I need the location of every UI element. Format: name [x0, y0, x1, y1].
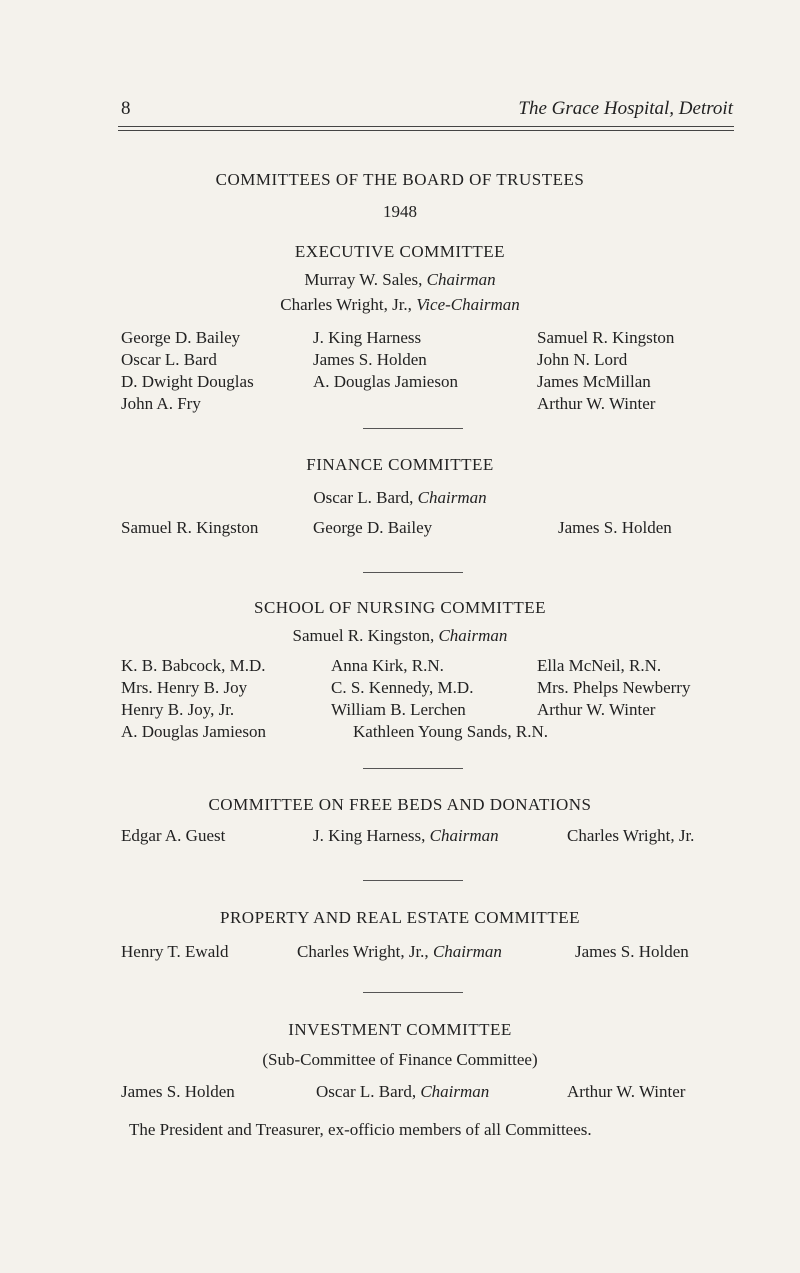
property-title: PROPERTY AND REAL ESTATE COMMITTEE [220, 908, 580, 927]
finance-chairman [0, 488, 800, 508]
executive-chairman [0, 270, 800, 290]
property-member: Henry T. Ewald [121, 942, 229, 961]
finance-chairman-role: Chairman [417, 488, 487, 507]
exec-member: A. Douglas Jamieson [313, 372, 458, 391]
free-beds-chairman-name: J. King Harness, [313, 826, 426, 845]
nursing-member: K. B. Babcock, M.D. [121, 656, 266, 675]
main-title: COMMITTEES OF THE BOARD OF TRUSTEES [215, 170, 585, 189]
nursing-member: Ella McNeil, R.N. [537, 656, 662, 675]
section-divider [363, 992, 463, 993]
exec-member: J. King Harness [313, 328, 422, 347]
executive-vice-chairman [0, 295, 800, 315]
property-chairman-name: Charles Wright, Jr., [297, 942, 429, 961]
nursing-chairman-role: Chairman [438, 626, 508, 645]
free-beds-chairman-role: Chairman [429, 826, 499, 845]
nursing-member: Arthur W. Winter [537, 700, 656, 719]
section-divider [363, 880, 463, 881]
executive-vice-role: Vice-Chairman [416, 295, 520, 314]
investment-member: Arthur W. Winter [567, 1082, 686, 1101]
investment-chairman-name: Oscar L. Bard, [316, 1082, 417, 1101]
section-divider [363, 768, 463, 769]
running-title: The Grace Hospital, Detroit [518, 98, 733, 119]
executive-chairman-name: Murray W. Sales, [304, 270, 423, 289]
nursing-member: Kathleen Young Sands, R.N. [353, 722, 549, 741]
nursing-member: Henry B. Joy, Jr. [121, 700, 235, 719]
nursing-chairman-name: Samuel R. Kingston, [292, 626, 435, 645]
header-rule [118, 126, 734, 127]
nursing-member: A. Douglas Jamieson [121, 722, 266, 741]
nursing-member: Anna Kirk, R.N. [331, 656, 444, 675]
exec-member: Arthur W. Winter [537, 394, 656, 413]
free-beds-member: Charles Wright, Jr. [567, 826, 695, 845]
investment-subtitle: (Sub-Committee of Finance Committee) [262, 1050, 538, 1069]
nursing-member: William B. Lerchen [331, 700, 466, 719]
property-chairman [297, 942, 502, 962]
finance-title: FINANCE COMMITTEE [306, 455, 494, 474]
exec-member: Samuel R. Kingston [537, 328, 675, 347]
nursing-member: C. S. Kennedy, M.D. [331, 678, 474, 697]
finance-member: James S. Holden [558, 518, 672, 537]
executive-title: EXECUTIVE COMMITTEE [294, 242, 506, 261]
exec-member: John N. Lord [537, 350, 628, 369]
finance-chairman-name: Oscar L. Bard, [313, 488, 414, 507]
finance-member: George D. Bailey [313, 518, 433, 537]
investment-chairman [316, 1082, 489, 1102]
page-number: 8 [121, 98, 131, 119]
ex-officio-note: The President and Treasurer, ex-officio members of all Committees. [129, 1120, 592, 1139]
nursing-member: Mrs. Phelps Newberry [537, 678, 691, 697]
finance-member: Samuel R. Kingston [121, 518, 259, 537]
executive-chairman-role: Chairman [426, 270, 496, 289]
free-beds-member: Edgar A. Guest [121, 826, 226, 845]
property-member: James S. Holden [575, 942, 689, 961]
nursing-title: SCHOOL OF NURSING COMMITTEE [254, 598, 546, 617]
exec-member: James S. Holden [313, 350, 427, 369]
nursing-chairman [0, 626, 800, 646]
exec-member: John A. Fry [121, 394, 201, 413]
free-beds-title: COMMITTEE ON FREE BEDS AND DONATIONS [208, 795, 592, 814]
investment-chairman-role: Chairman [420, 1082, 490, 1101]
exec-member: D. Dwight Douglas [121, 372, 254, 391]
investment-title: INVESTMENT COMMITTEE [288, 1020, 512, 1039]
investment-member: James S. Holden [121, 1082, 235, 1101]
nursing-member: Mrs. Henry B. Joy [121, 678, 248, 697]
exec-member: George D. Bailey [121, 328, 241, 347]
section-divider [363, 572, 463, 573]
free-beds-chairman [313, 826, 499, 846]
exec-member: Oscar L. Bard [121, 350, 217, 369]
exec-member: James McMillan [537, 372, 651, 391]
property-chairman-role: Chairman [432, 942, 502, 961]
header-rule-second [118, 130, 734, 131]
section-divider [363, 428, 463, 429]
year: 1948 [383, 202, 417, 221]
executive-vice-name: Charles Wright, Jr., [280, 295, 412, 314]
